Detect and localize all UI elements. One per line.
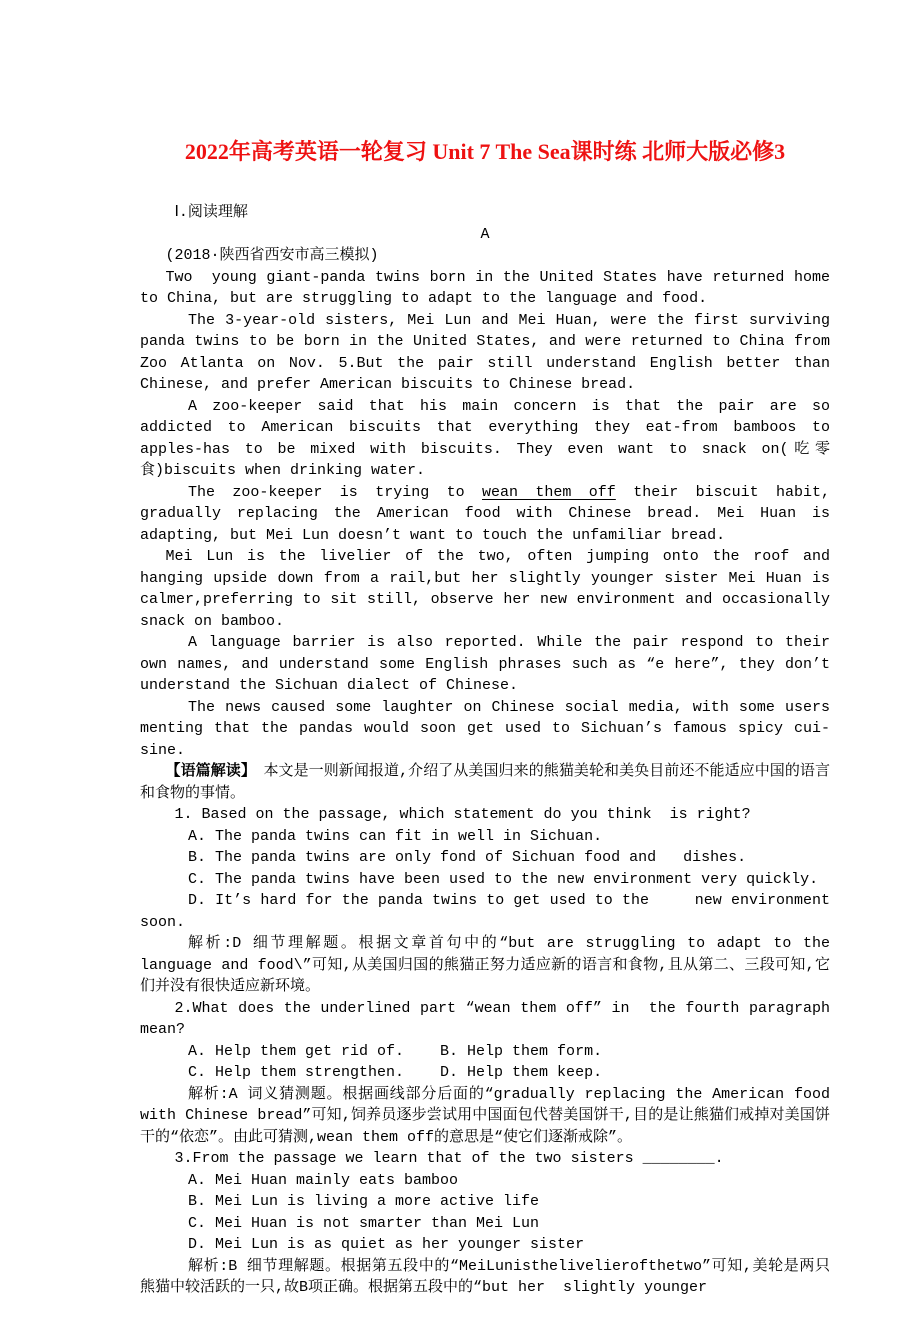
passage-paragraph: A language barrier is also reported. While the pair respond to their own names, and understand some English phrases such as “e here”, they don’t understand the Sichuan dialect of Chinese. [140, 634, 840, 694]
question-option: C. The panda twins have been used to the new environment very quickly. [188, 870, 819, 888]
passage-label: A [480, 225, 490, 243]
analysis-label: 【语篇解读】 [165, 763, 249, 780]
question-option: A. Help them get rid of. B. Help them form. [188, 1042, 603, 1060]
question-explanation: 解析:A 词义猜测题。根据画线部分后面的“gradually replacing the American food with Chinese bread”可知,饲养员逐步尝试用中国面包代替美国饼干,目的是让熊猫们戒掉对美国饼干的“依恋”。由此可猜测,wean them off的意思是“使它们逐渐戒除”。 [140, 1085, 840, 1146]
source-line: (2018·陕西省西安市高三模拟) [165, 247, 379, 264]
paragraph-text: their biscuit habit, gradually replacing the American food with Chinese bread. Mei Huan is adapting, but Mei Lun doesn’t want to touch the unfamiliar bread. [140, 483, 840, 544]
question-option: B. Mei Lun is living a more active life [188, 1193, 540, 1210]
question-explanation: 解析:B 细节理解题。根据第五段中的“MeiLunisthelivelierofthetwo”可知,美轮是两只熊猫中较活跃的一只,故B项正确。根据第五段中的“but her slightly younger [140, 1257, 830, 1296]
question-option: A. The panda twins can fit in well in Sichuan. [188, 827, 603, 845]
passage-analysis [140, 761, 830, 804]
question-stem: 3.From the passage we learn that of the two sisters ________. [174, 1150, 724, 1167]
question-option: A. Mei Huan mainly eats bamboo [188, 1171, 459, 1189]
underlined-phrase: wean them off [482, 483, 616, 501]
question-option: C. Mei Huan is not smarter than Mei Lun [188, 1214, 540, 1232]
question-option: C. Help them strengthen. D. Help them keep. [188, 1064, 603, 1081]
question-explanation: 解析:D 细节理解题。根据文章首句中的“but are struggling to adapt to the language and food\”可知,从美国归国的熊猫正努力适应新的语言和食物,且从第二、三段可知,它们并没有很快适应新环境。 [140, 935, 840, 995]
section-heading: Ⅰ.阅读理解 [174, 204, 248, 221]
passage-paragraph: A zoo-keeper said that his main concern is that the pair are so addicted to American biscuits that everything they eat-from bamboos to apples-has to be mixed with biscuits. They even want to snack on(吃零食)biscuits when drinking water. [140, 397, 840, 479]
question-option: B. The panda twins are only fond of Sichuan food and dishes. [188, 849, 747, 866]
passage-paragraph [140, 482, 840, 547]
passage-paragraph: The news caused some laughter on Chinese social media, with some users menting that the pandas would soon get used to Sichuan’s famous spicy cui-sine. [140, 698, 840, 759]
question-option: D. Mei Lun is as quiet as her younger sister [188, 1236, 585, 1253]
question-stem: 2.What does the underlined part “wean them off” in the fourth paragraph mean? [140, 999, 840, 1038]
passage-paragraph: Mei Lun is the livelier of the two, often jumping onto the roof and hanging upside down from a rail,but her slightly younger sister Mei Huan is calmer,preferring to sit still, observe her new environment and occasionally snack on bamboo. [140, 548, 840, 630]
paragraph-text: The zoo-keeper is trying to [188, 483, 482, 501]
passage-paragraph: The 3-year-old sisters, Mei Lun and Mei Huan, were the first surviving panda twins to be born in the United States, and were returned to China from Zoo Atlanta on Nov. 5.But the pair still understand English better than Chinese, and prefer American biscuits to Chinese bread. [140, 311, 840, 393]
passage-paragraph: Two young giant-panda twins born in the United States have returned home to China, but are struggling to adapt to the language and food. [140, 268, 840, 307]
question-option: D. It’s hard for the panda twins to get used to the new environment soon. [140, 892, 840, 931]
document-title: 2022年高考英语一轮复习 Unit 7 The Sea课时练 北师大版必修3 [184, 139, 786, 164]
analysis-text: 本文是一则新闻报道,介绍了从美国归来的熊猫美轮和美奂目前还不能适应中国的语言和食物的事情。 [140, 763, 830, 802]
question-stem: 1. Based on the passage, which statement do you think is right? [174, 806, 751, 823]
